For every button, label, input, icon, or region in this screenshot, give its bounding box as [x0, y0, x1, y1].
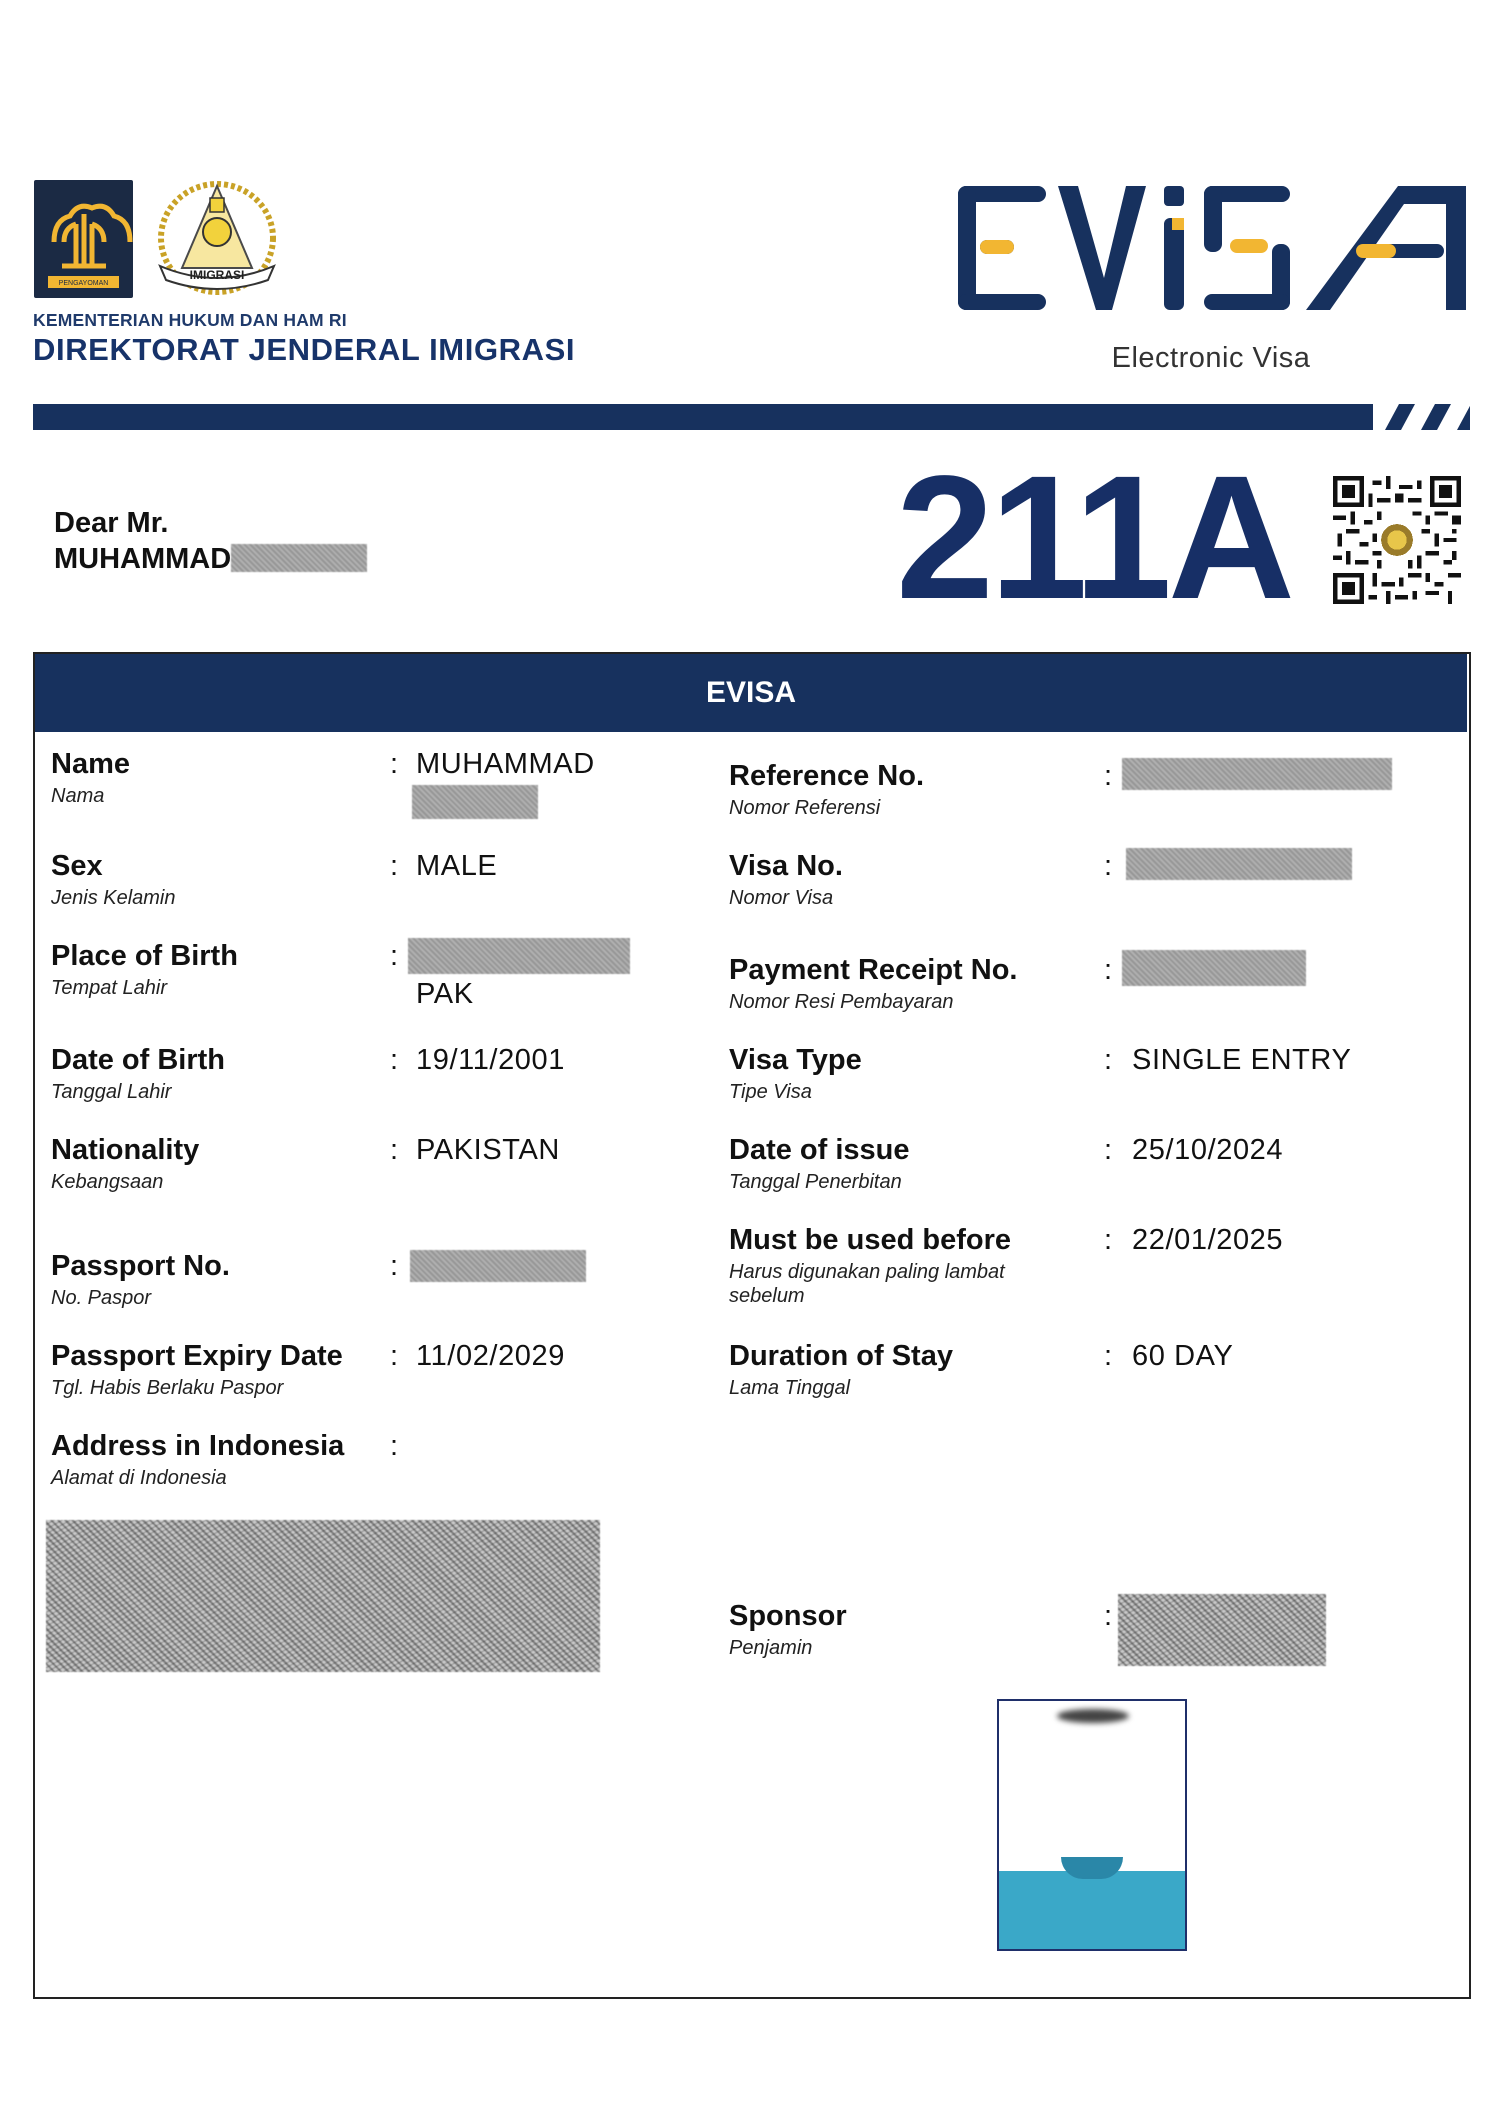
- field-label-visa-no: Visa No.: [729, 850, 843, 882]
- photo-shirt: [999, 1871, 1185, 1949]
- greeting-first-name: MUHAMMAD: [54, 543, 232, 575]
- field-label-date-of-birth: Date of Birth: [51, 1044, 225, 1076]
- field-value-name: MUHAMMAD: [416, 748, 595, 780]
- field-colon: :: [390, 1044, 399, 1076]
- field-colon: :: [1104, 1134, 1113, 1166]
- redacted-address: [46, 1520, 600, 1672]
- field-sub-nationality: Kebangsaan: [51, 1171, 164, 1193]
- redacted-visa-no: [1126, 848, 1352, 880]
- field-label-passport-expiry: Passport Expiry Date: [51, 1340, 343, 1372]
- field-sub-date-of-issue: Tanggal Penerbitan: [729, 1171, 902, 1193]
- field-label-visa-type: Visa Type: [729, 1044, 862, 1076]
- redacted-payment-receipt: [1122, 950, 1306, 986]
- field-label-date-of-issue: Date of issue: [729, 1134, 910, 1166]
- pengayoman-caption: PENGAYOMAN: [58, 280, 109, 287]
- greeting-name: [54, 541, 367, 577]
- photo-hair: [1057, 1709, 1129, 1723]
- field-colon: :: [1104, 954, 1113, 986]
- greeting: [54, 505, 367, 577]
- redacted-sponsor: [1118, 1594, 1326, 1666]
- panel-title: EVISA: [35, 654, 1467, 732]
- header-divider-bar: [33, 404, 1470, 430]
- field-colon: :: [390, 850, 399, 882]
- field-label-passport-no: Passport No.: [51, 1250, 230, 1282]
- field-value-nationality: PAKISTAN: [416, 1134, 560, 1166]
- field-colon: :: [1104, 1600, 1113, 1632]
- field-colon: :: [1104, 1224, 1113, 1256]
- field-sub-address: Alamat di Indonesia: [51, 1467, 227, 1489]
- field-value-place-of-birth: PAK: [416, 978, 474, 1010]
- field-value-visa-type: SINGLE ENTRY: [1132, 1044, 1352, 1076]
- redacted-surname: [231, 544, 367, 572]
- visa-code: 211A: [896, 440, 1292, 636]
- field-sub-must-be-used-before-2: sebelum: [729, 1285, 805, 1307]
- evisa-logo: [958, 182, 1468, 314]
- field-colon: :: [1104, 1340, 1113, 1372]
- field-label-sponsor: Sponsor: [729, 1600, 847, 1632]
- field-sub-visa-type: Tipe Visa: [729, 1081, 812, 1103]
- field-value-sex: MALE: [416, 850, 498, 882]
- qr-code: [1333, 476, 1461, 604]
- redacted-passport-no: [410, 1250, 586, 1282]
- field-label-payment-receipt: Payment Receipt No.: [729, 954, 1018, 986]
- field-colon: :: [390, 1250, 399, 1282]
- field-colon: :: [1104, 760, 1113, 792]
- field-sub-place-of-birth: Tempat Lahir: [51, 977, 167, 999]
- field-colon: :: [390, 1430, 399, 1462]
- field-label-nationality: Nationality: [51, 1134, 200, 1166]
- field-sub-passport-no: No. Paspor: [51, 1287, 152, 1309]
- imigrasi-caption: IMIGRASI: [189, 268, 245, 282]
- field-label-must-be-used-before: Must be used before: [729, 1224, 1011, 1256]
- field-value-duration-of-stay: 60 DAY: [1132, 1340, 1234, 1372]
- redacted-reference-no: [1122, 758, 1392, 790]
- field-colon: :: [390, 1134, 399, 1166]
- field-sub-visa-no: Nomor Visa: [729, 887, 834, 909]
- evisa-subtitle: Electronic Visa: [1111, 342, 1311, 374]
- field-colon: :: [390, 940, 399, 972]
- field-sub-sex: Jenis Kelamin: [51, 887, 176, 909]
- field-sub-must-be-used-before: Harus digunakan paling lambat: [729, 1261, 1005, 1283]
- applicant-photo: [997, 1699, 1187, 1951]
- field-colon: :: [1104, 1044, 1113, 1076]
- imigrasi-emblem: [152, 176, 282, 298]
- field-colon: :: [390, 1340, 399, 1372]
- ministry-name: KEMENTERIAN HUKUM DAN HAM RI: [33, 310, 347, 330]
- field-sub-name: Nama: [51, 785, 105, 807]
- field-label-reference-no: Reference No.: [729, 760, 925, 792]
- field-label-place-of-birth: Place of Birth: [51, 940, 238, 972]
- greeting-salutation: Dear Mr.: [54, 507, 169, 539]
- field-label-duration-of-stay: Duration of Stay: [729, 1340, 953, 1372]
- field-colon: :: [390, 748, 399, 780]
- field-label-sex: Sex: [51, 850, 103, 882]
- field-colon: :: [1104, 850, 1113, 882]
- field-sub-reference-no: Nomor Referensi: [729, 797, 881, 819]
- redacted-place-of-birth: [408, 938, 630, 974]
- field-value-date-of-birth: 19/11/2001: [416, 1044, 565, 1076]
- field-label-address: Address in Indonesia: [51, 1430, 345, 1462]
- field-sub-payment-receipt: Nomor Resi Pembayaran: [729, 991, 954, 1013]
- field-label-name: Name: [51, 748, 130, 780]
- field-sub-duration-of-stay: Lama Tinggal: [729, 1377, 851, 1399]
- field-sub-sponsor: Penjamin: [729, 1637, 813, 1659]
- field-value-date-of-issue: 25/10/2024: [1132, 1134, 1284, 1166]
- redacted-name: [412, 785, 538, 819]
- field-value-passport-expiry: 11/02/2029: [416, 1340, 565, 1372]
- field-value-must-be-used-before: 22/01/2025: [1132, 1224, 1284, 1256]
- directorate-name: DIREKTORAT JENDERAL IMIGRASI: [33, 332, 576, 367]
- field-sub-passport-expiry: Tgl. Habis Berlaku Paspor: [51, 1377, 284, 1399]
- field-sub-date-of-birth: Tanggal Lahir: [51, 1081, 172, 1103]
- pengayoman-logo: [34, 180, 133, 298]
